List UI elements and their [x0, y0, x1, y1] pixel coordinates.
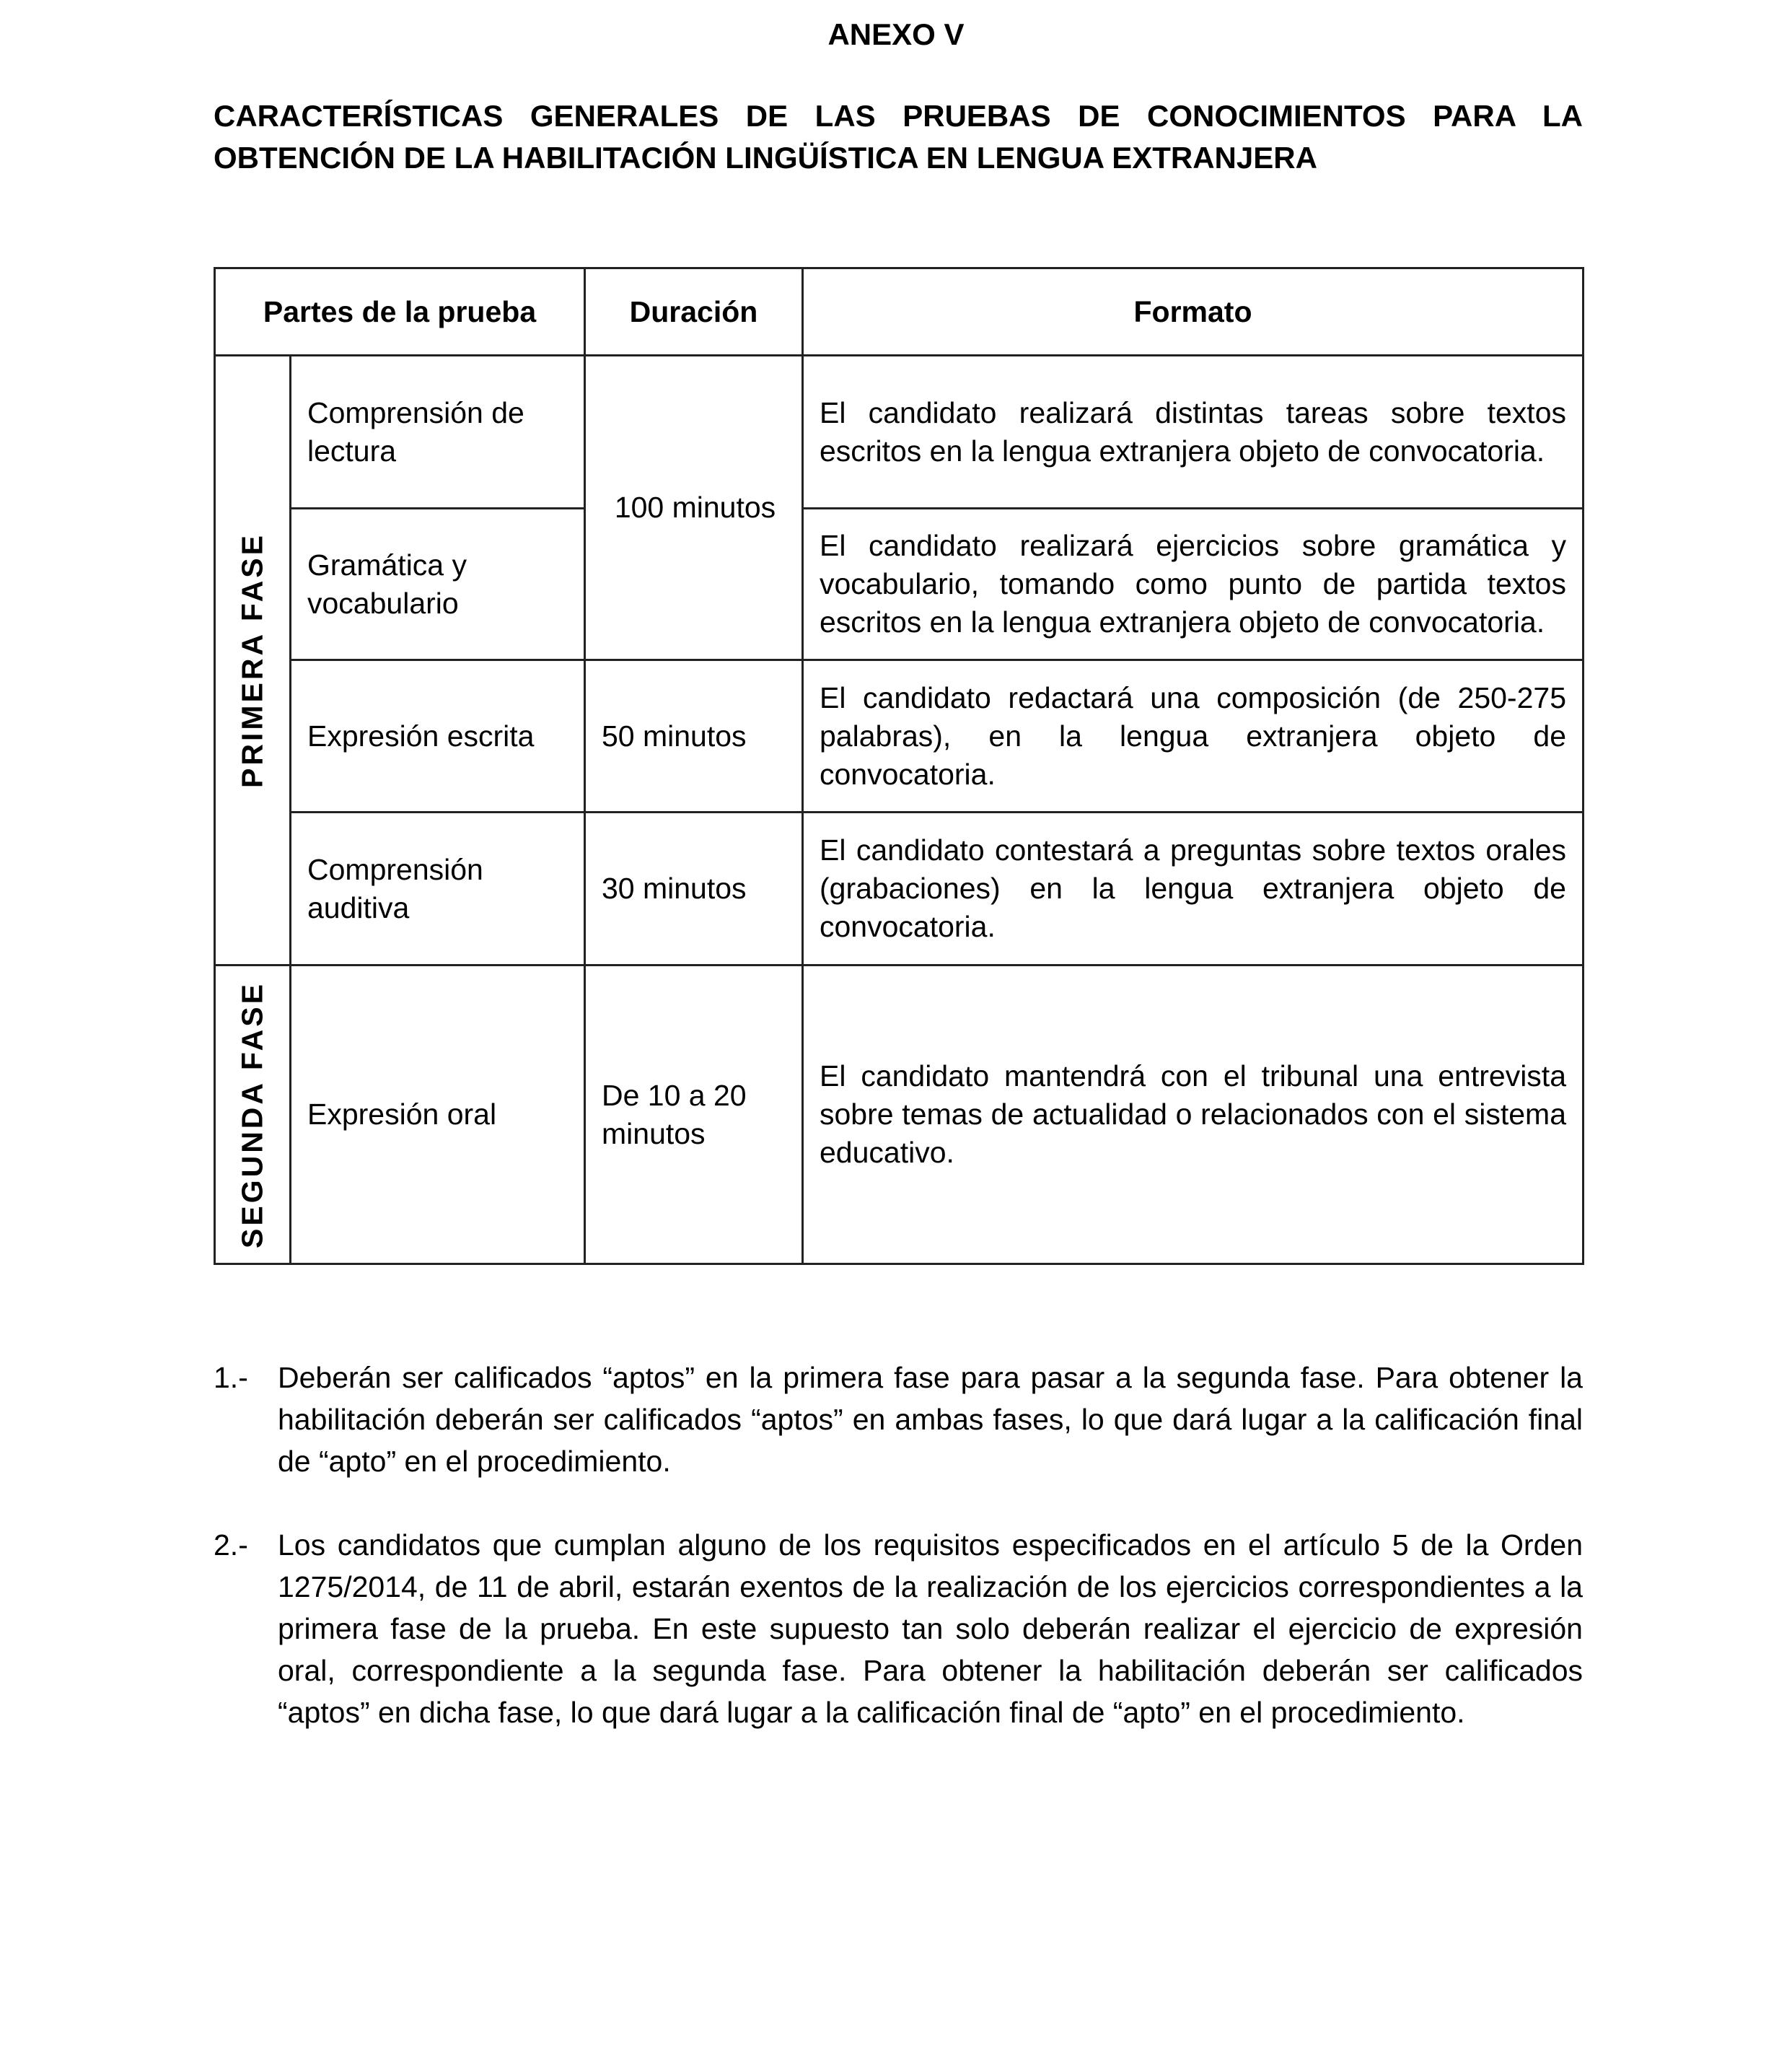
document-title-line-1: CARACTERÍSTICAS GENERALES DE LAS PRUEBAS DE CONOCIMIENTOS PARA LA — [214, 99, 1583, 133]
format-cell: El candidato contestará a preguntas sobre textos orales (grabaciones) en la lengua extranjera objeto de convocatoria. — [803, 813, 1584, 965]
part-cell: Comprensión de lectura — [291, 356, 585, 509]
phase-cell-primera — [215, 356, 291, 965]
phase-label-segunda: SEGUNDA FASE — [235, 981, 269, 1248]
notes-list — [214, 1357, 1583, 1775]
format-cell: El candidato mantendrá con el tribunal una entrevista sobre temas de actualidad o relacionados con el sistema educativo. — [803, 965, 1584, 1264]
document-title-line-2: OBTENCIÓN DE LA HABILITACIÓN LINGÜÍSTICA EN LENGUA EXTRANJERA — [214, 141, 1317, 175]
header-duration: Duración — [585, 268, 803, 356]
phase-cell-segunda — [215, 965, 291, 1264]
duration-cell: 30 minutos — [585, 813, 803, 965]
note-item — [214, 1357, 1583, 1482]
part-cell: Expresión escrita — [291, 660, 585, 813]
header-parts: Partes de la prueba — [215, 268, 585, 356]
format-cell: El candidato redactará una composición (de 250-275 palabras), en la lengua extranjera objeto de convocatoria. — [803, 660, 1584, 813]
table-row — [215, 509, 1584, 660]
duration-cell: 50 minutos — [585, 660, 803, 813]
annex-label: ANEXO V — [827, 17, 965, 51]
document-title — [214, 95, 1583, 179]
table-row — [215, 813, 1584, 965]
part-cell: Gramática y vocabulario — [291, 509, 585, 660]
duration-cell: 100 minutos — [585, 356, 803, 660]
note-item — [214, 1524, 1583, 1733]
header-format: Formato — [803, 268, 1584, 356]
table-row — [215, 965, 1584, 1264]
format-cell: El candidato realizará ejercicios sobre gramática y vocabulario, tomando como punto de partida textos escritos en la lengua extranjera objeto de convocatoria. — [803, 509, 1584, 660]
table-row — [215, 356, 1584, 509]
note-number: 1.- — [214, 1361, 248, 1394]
phase-label-primera: PRIMERA FASE — [235, 532, 269, 789]
part-cell: Comprensión auditiva — [291, 813, 585, 965]
table-row — [215, 660, 1584, 813]
duration-cell: De 10 a 20 minutos — [585, 965, 803, 1264]
note-number: 2.- — [214, 1528, 248, 1562]
note-text: Deberán ser calificados “aptos” en la primera fase para pasar a la segunda fase. Para obtener la habilitación deberán ser calificados “aptos” en ambas fases, lo que dará lugar a la calificación final de “apto” en el procedimiento. — [278, 1361, 1583, 1478]
format-cell: El candidato realizará distintas tareas sobre textos escritos en la lengua extranjera objeto de convocatoria. — [803, 356, 1584, 509]
part-cell: Expresión oral — [291, 965, 585, 1264]
table-header-row — [215, 268, 1584, 356]
note-text: Los candidatos que cumplan alguno de los requisitos especificados en el artículo 5 de la Orden 1275/2014, de 11 de abril, estarán exentos de la realización de los ejercicios correspondientes a la primera fase de la prueba. En este supuesto tan solo deberán realizar el ejercicio de expresión oral, correspondiente a la segunda fase. Para obtener la habilitación deberán ser calificados “aptos” en dicha fase, lo que dará lugar a la calificación final de “apto” en el procedimiento. — [278, 1528, 1583, 1729]
test-structure-table — [214, 267, 1584, 1265]
